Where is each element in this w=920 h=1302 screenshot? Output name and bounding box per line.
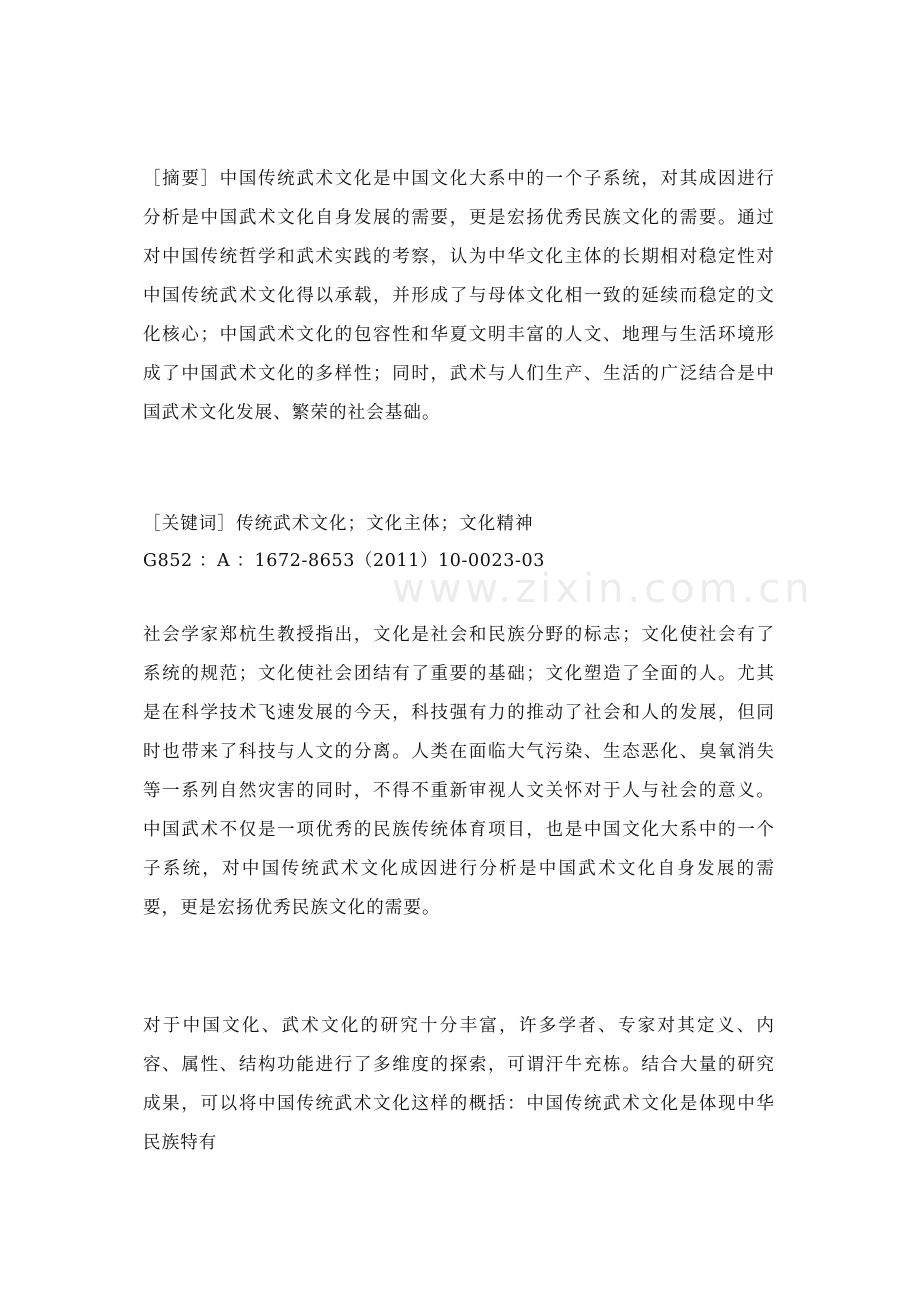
keywords-line: ［关键词］传统武术文化；文化主体；文化精神 bbox=[143, 514, 534, 534]
body-paragraph: 社会学家郑杭生教授指出，文化是社会和民族分野的标志；文化使社会有了系统的规范；文化使社会团结有了重要的基础；文化塑造了全面的人。尤其是在科学技术飞速发展的今天，科技强有力的推动了社会和人的发展，但同时也带来了科技与人文的分离。人类在面临大气污染、生态恶化、臭氧消失等一系列自然灾害的同时，不得不重新审视人文关怀对于人与社会的意义。中国武术不仅是一项优秀的民族传统体育项目，也是中国文化大系中的一个子系统，对中国传统武术文化成因进行分析是中国武术文化自身发展的需要，更是宏扬优秀民族文化的需要。 bbox=[143, 625, 775, 918]
watermark: www.zixin.com.cn bbox=[392, 566, 814, 612]
classification-line: G852 ：A ：1672-8653（2011）10-0023-03 bbox=[143, 551, 545, 571]
body-paragraph: 对于中国文化、武术文化的研究十分丰富，许多学者、专家对其定义、内容、属性、结构功能进行了多维度的探索，可谓汗牛充栋。结合大量的研究成果，可以将中国传统武术文化这样的概括：中国传统武术文化是体现中华民族特有 bbox=[143, 1016, 775, 1153]
abstract-paragraph: ［摘要］中国传统武术文化是中国文化大系中的一个子系统，对其成因进行分析是中国武术文化自身发展的需要，更是宏扬优秀民族文化的需要。通过对中国传统哲学和武术实践的考察，认为中华文化主体的长期相对稳定性对中国传统武术文化得以承载，并形成了与母体文化相一致的延续而稳定的文化核心；中国武术文化的包容性和华夏文明丰富的人文、地理与生活环境形成了中国武术文化的多样性；同时，武术与人们生产、生活的广泛结合是中国武术文化发展、繁荣的社会基础。 bbox=[143, 169, 775, 423]
